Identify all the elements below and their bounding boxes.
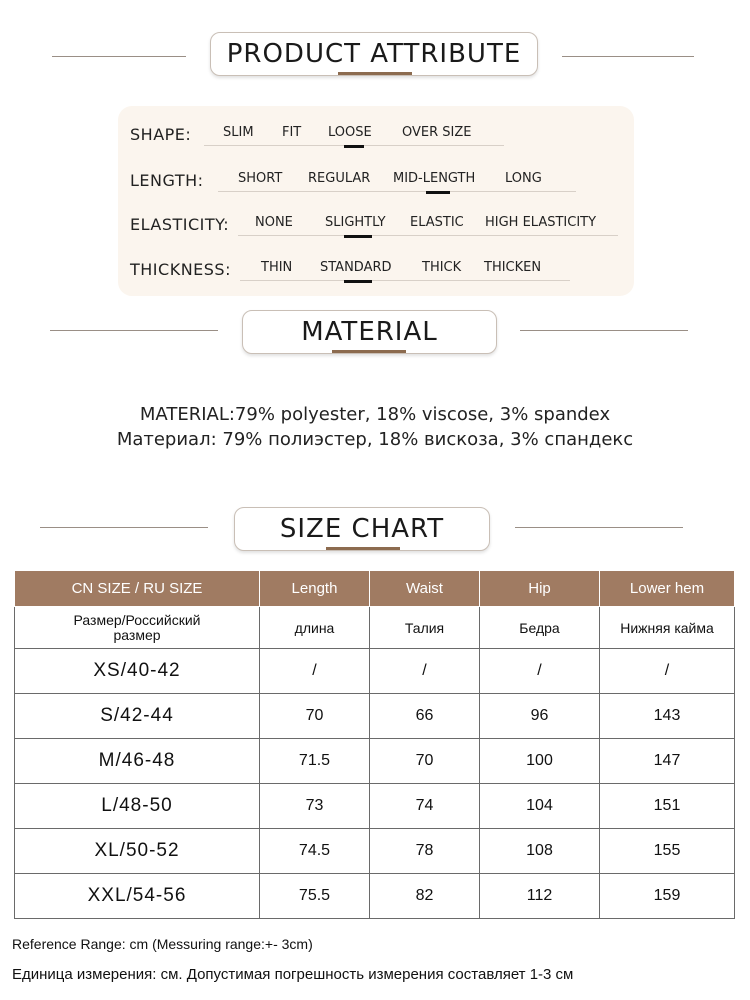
- table-cell: 82: [370, 874, 480, 919]
- table-cell: 100: [480, 739, 600, 784]
- attr-option-selected: STANDARD: [320, 260, 392, 275]
- attr-option: THICKEN: [484, 260, 542, 275]
- header-divider-left: [52, 56, 186, 57]
- table-cell: S/42-44: [15, 694, 260, 739]
- table-cell: XS/40-42: [15, 649, 260, 694]
- header-divider-left: [50, 330, 218, 331]
- table-row: [15, 649, 735, 694]
- size-chart-header: [0, 507, 750, 557]
- attr-row-thickness: [130, 251, 630, 281]
- column-header: Length: [260, 571, 370, 607]
- product-attribute-header: [0, 32, 750, 82]
- column-subheader: Талия: [370, 607, 480, 649]
- column-subheader: Нижняя кайма: [600, 607, 735, 649]
- material-text-en: MATERIAL:79% polyester, 18% viscose, 3% spandex: [139, 404, 611, 425]
- table-cell: 112: [480, 874, 600, 919]
- attr-row-shape: [130, 116, 630, 146]
- table-cell: 74: [370, 784, 480, 829]
- table-cell: /: [480, 649, 600, 694]
- attr-rule: [238, 235, 618, 236]
- attr-option: THICK: [422, 260, 462, 275]
- attr-option-selected: MID-LENGTH: [393, 171, 476, 186]
- table-cell: 159: [600, 874, 735, 919]
- attr-option: OVER SIZE: [402, 125, 472, 140]
- column-header: Hip: [480, 571, 600, 607]
- header-title: SIZE CHART: [234, 507, 490, 551]
- table-header-row: [15, 571, 735, 607]
- attr-label: LENGTH:: [130, 171, 204, 190]
- table-cell: 73: [260, 784, 370, 829]
- table-cell: L/48-50: [15, 784, 260, 829]
- column-header: CN SIZE / RU SIZE: [15, 571, 260, 607]
- table-cell: 70: [370, 739, 480, 784]
- table-cell: 74.5: [260, 829, 370, 874]
- header-divider-right: [562, 56, 694, 57]
- attr-row-elasticity: [130, 206, 630, 236]
- table-cell: 147: [600, 739, 735, 784]
- reference-note-en: Reference Range: cm (Messuring range:+- 3cm): [12, 936, 313, 952]
- column-subheader: длина: [260, 607, 370, 649]
- column-subheader: Размер/Российский размер: [15, 607, 260, 649]
- column-header: Lower hem: [600, 571, 735, 607]
- attr-option-selected: SLIGHTLY: [325, 215, 386, 230]
- header-divider-left: [40, 527, 208, 528]
- table-cell: 96: [480, 694, 600, 739]
- column-subheader: Бедра: [480, 607, 600, 649]
- attr-option: SHORT: [238, 171, 283, 186]
- selected-marker: [426, 191, 450, 194]
- attr-option: REGULAR: [308, 171, 371, 186]
- attr-option: LONG: [505, 171, 542, 186]
- attr-rule: [218, 191, 576, 192]
- attr-label: THICKNESS:: [130, 260, 231, 279]
- size-table: [14, 570, 735, 919]
- material-text-ru: Материал: 79% полиэстер, 18% вискоза, 3% спандекс: [116, 429, 634, 450]
- header-divider-right: [520, 330, 688, 331]
- attr-label: ELASTICITY:: [130, 215, 230, 234]
- table-cell: /: [370, 649, 480, 694]
- table-subheader-row: [15, 607, 735, 649]
- table-row: [15, 874, 735, 919]
- header-accent-bar: [332, 350, 406, 353]
- attr-option: SLIM: [223, 125, 254, 140]
- table-cell: 104: [480, 784, 600, 829]
- material-header: [0, 310, 750, 360]
- table-row: [15, 784, 735, 829]
- attr-row-length: [130, 162, 630, 192]
- attribute-panel: [118, 106, 634, 296]
- table-row: [15, 739, 735, 784]
- attr-option: FIT: [282, 125, 302, 140]
- reference-note-ru: Единица измерения: см. Допустимая погрешность измерения составляет 1-3 см: [12, 966, 574, 983]
- header-accent-bar: [338, 72, 412, 75]
- header-accent-bar: [326, 547, 400, 550]
- selected-marker: [344, 235, 372, 238]
- table-cell: 66: [370, 694, 480, 739]
- selected-marker: [344, 280, 372, 283]
- selected-marker: [344, 145, 364, 148]
- table-cell: /: [600, 649, 735, 694]
- header-divider-right: [515, 527, 683, 528]
- header-title: PRODUCT ATTRIBUTE: [210, 32, 538, 76]
- table-cell: M/46-48: [15, 739, 260, 784]
- table-cell: XXL/54-56: [15, 874, 260, 919]
- table-row: [15, 694, 735, 739]
- table-cell: /: [260, 649, 370, 694]
- attr-option: NONE: [255, 215, 293, 230]
- table-cell: 70: [260, 694, 370, 739]
- table-cell: 143: [600, 694, 735, 739]
- attr-option: HIGH ELASTICITY: [485, 215, 597, 230]
- attr-label: SHAPE:: [130, 125, 192, 144]
- table-row: [15, 829, 735, 874]
- table-cell: 75.5: [260, 874, 370, 919]
- table-cell: 78: [370, 829, 480, 874]
- header-title: MATERIAL: [242, 310, 497, 354]
- attr-option-selected: LOOSE: [328, 125, 372, 140]
- table-cell: 151: [600, 784, 735, 829]
- table-cell: 71.5: [260, 739, 370, 784]
- attr-rule: [240, 280, 570, 281]
- attr-option: THIN: [261, 260, 293, 275]
- table-cell: 155: [600, 829, 735, 874]
- attr-option: ELASTIC: [410, 215, 464, 230]
- table-cell: XL/50-52: [15, 829, 260, 874]
- column-header: Waist: [370, 571, 480, 607]
- table-cell: 108: [480, 829, 600, 874]
